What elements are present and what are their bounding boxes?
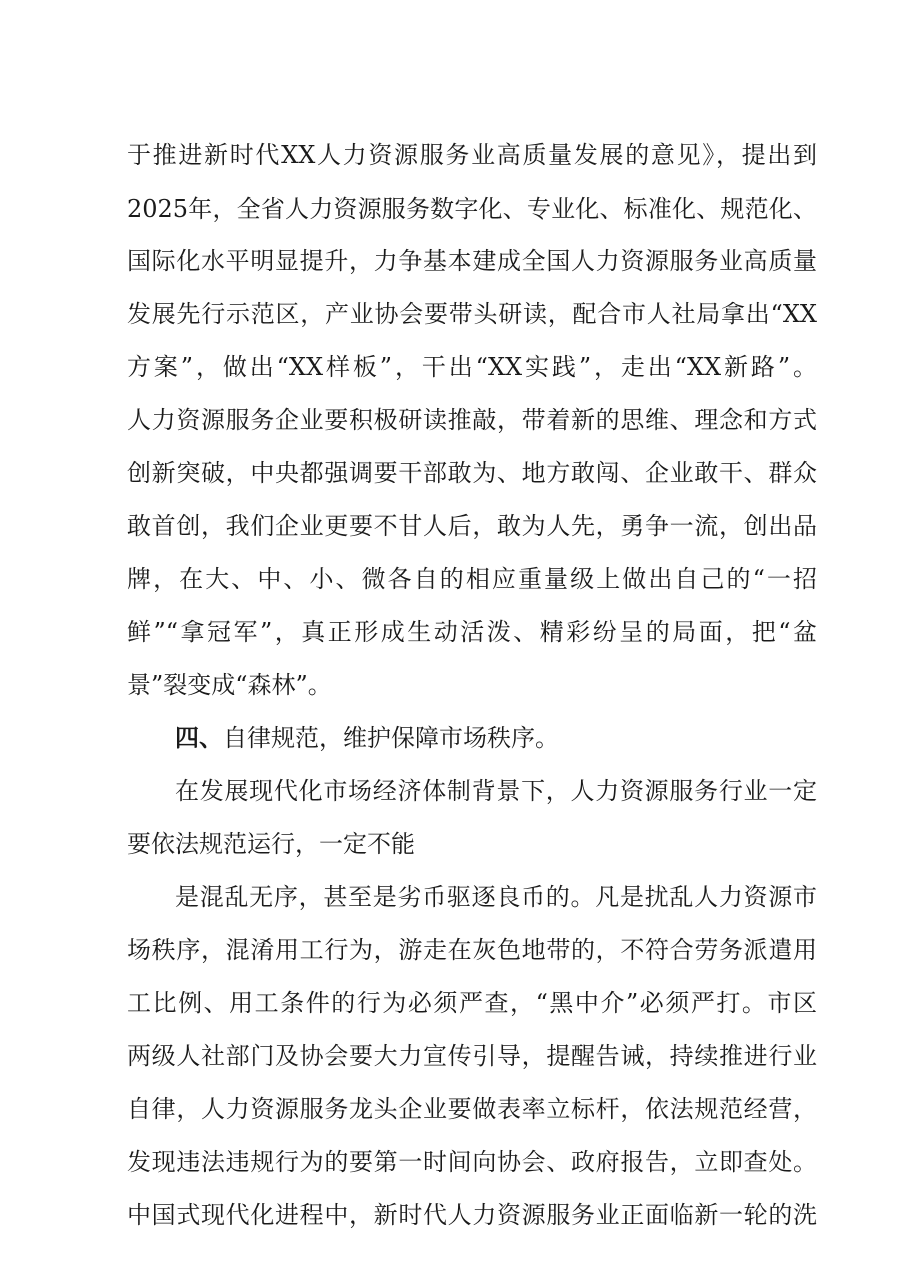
text-line: 创新突破，中央都强调要干部敢为、地方敢闯、企业敢干、群众 (127, 459, 817, 487)
text-line: 要依法规范运行，一定不能 (127, 830, 415, 858)
text-line: 是混乱无序，甚至是劣币驱逐良币的。凡是扰乱人力资源市 (175, 883, 817, 911)
text-line: 场秩序，混淆用工行为，游走在灰色地带的，不符合劳务派遣用 (127, 936, 817, 964)
text-line: 牌，在大、中、小、微各自的相应重量级上做出自己的“一招 (127, 565, 817, 593)
text-line: 景”裂变成“森林”。 (127, 671, 332, 699)
text-line: 在发展现代化市场经济体制背景下，人力资源服务行业一定 (175, 777, 817, 805)
text-line: 人力资源服务企业要积极研读推敲，带着新的思维、理念和方式 (127, 406, 817, 434)
text-line: 2025年，全省人力资源服务数字化、专业化、标准化、规范化、 (127, 195, 817, 223)
text-line: 敢首创，我们企业更要不甘人后，敢为人先，勇争一流，创出品 (127, 512, 817, 540)
section-heading (175, 721, 817, 755)
text-line: 工比例、用工条件的行为必须严查，“黑中介”必须严打。市区 (127, 989, 817, 1017)
heading-text: 自律规范，维护保障市场秩序。 (223, 724, 559, 752)
text-line: 发现违法违规行为的要第一时间向协会、政府报告，立即查处。 (127, 1148, 817, 1176)
text-line: 发展先行示范区，产业协会要带头研读，配合市人社局拿出“XX (127, 300, 817, 328)
text-line: 自律，人力资源服务龙头企业要做表率立标杆，依法规范经营， (127, 1095, 817, 1123)
text-line: 于推进新时代XX人力资源服务业高质量发展的意见》，提出到 (127, 141, 817, 169)
text-line: 两级人社部门及协会要大力宣传引导，提醒告诫，持续推进行业 (127, 1042, 817, 1070)
text-line: 鲜”“拿冠军”，真正形成生动活泼、精彩纷呈的局面，把“盆 (127, 618, 817, 646)
heading-number: 四、 (175, 723, 223, 752)
text-line: 国际化水平明显提升，力争基本建成全国人力资源服务业高质量 (127, 247, 817, 275)
text-line: 中国式现代化进程中，新时代人力资源服务业正面临新一轮的洗 (127, 1201, 817, 1229)
text-line: 方案”，做出“XX样板”，干出“XX实践”，走出“XX新路”。 (127, 353, 817, 381)
